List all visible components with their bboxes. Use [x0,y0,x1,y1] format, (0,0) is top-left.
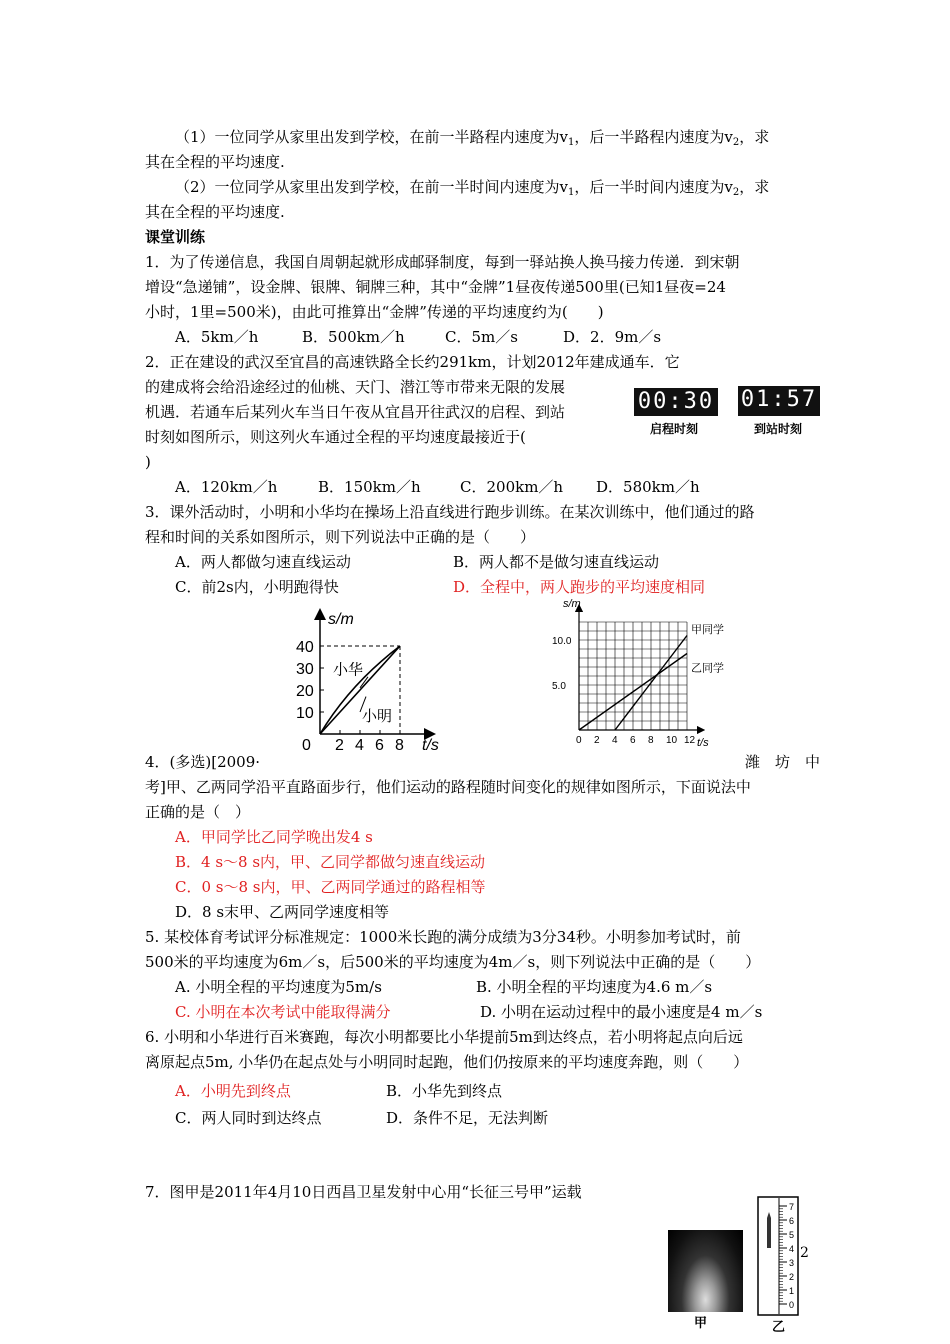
ruler-tick-label: 6 [789,1216,795,1226]
start-time-display: 00:30 [634,388,718,416]
x-tick-label: 6 [375,737,384,752]
x-tick-label: 4 [355,737,364,752]
x-tick-label: 4 [612,735,618,746]
series-xiaoming-label: 小明 [362,707,393,725]
intro-line-3: （2）一位同学从家里出发到学校，在前一半时间内速度为$v_1$，后一半时间内速度为$v_2$，求 [175,178,770,198]
q6-option-a: A．小明先到终点 [175,1082,291,1100]
y-axis-label: s/m [563,598,581,610]
rocket-icon [767,1212,771,1248]
q2-line-2: 的建成将会给沿途经过的仙桃、天门、潜江等市带来无限的发展 [145,378,566,396]
x-tick-label: 8 [648,735,654,746]
q6-option-b: B．小华先到终点 [386,1082,503,1100]
x-tick-label: 10 [666,735,678,746]
x-tick-label: 8 [395,737,404,752]
q3-option-a: A．两人都做匀速直线运动 [175,553,351,571]
page-number: 2 [800,1245,809,1261]
x-tick-label: 0 [302,737,311,752]
series-xiaohua-label: 小华 [333,661,364,679]
series-jia-label: 甲同学 [691,623,724,636]
x-tick-label: 2 [335,737,344,752]
rocket-launch-photo [668,1230,743,1312]
q6-option-c: C．两人同时到达终点 [175,1109,322,1127]
q2-line-1: 2．正在建设的武汉至宜昌的高速铁路全长约291km，计划2012年建成通车．它 [145,353,680,371]
q2-option-d: D．580km／h [596,478,700,496]
y-tick-label: 10 [296,705,314,722]
ruler-tick-label: 5 [789,1230,795,1240]
q5-option-c: C. 小明在本次考试中能取得满分 [175,1003,391,1021]
q3-option-d: D．全程中，两人跑步的平均速度相同 [453,578,706,596]
ruler-scale-photo [757,1196,803,1318]
photo-caption-yi: 乙 [772,1320,786,1335]
q5-option-d: D. 小明在运动过程中的最小速度是4 m／s [480,1003,763,1021]
q5-option-b: B. 小明全程的平均速度为4.6 m／s [476,978,713,996]
q3-line-1: 3．课外活动时，小明和小华均在操场上沿直线进行跑步训练。在某次训练中，他们通过的路 [145,503,755,521]
q2-option-a: A．120km／h [175,478,278,496]
ruler-tick-label: 3 [789,1258,795,1268]
q2-line-5: ) [145,453,151,471]
start-time-caption: 启程时刻 [650,422,699,436]
q4-option-a: A．甲同学比乙同学晚出发4 s [175,828,373,846]
x-tick-label: 12 [684,735,696,746]
q2-line-3: 机遇．若通车后某列火车当日午夜从宜昌开往武汉的启程、到站 [145,403,566,421]
y-tick-label: 20 [296,683,314,700]
ruler-tick-label: 2 [789,1272,795,1282]
y-tick-label: 30 [296,661,314,678]
q6-option-d: D．条件不足，无法判断 [386,1109,549,1127]
x-axis-label: t/s [697,737,709,749]
y-tick-label: 5.0 [552,681,566,692]
ruler-tick-label: 4 [789,1244,795,1254]
q4-line-3: 正确的是（ ） [145,803,251,821]
q6-line-2: 离原起点5m, 小华仍在起点处与小明同时起跑，他们仍按原来的平均速度奔跑，则（ ） [145,1053,749,1071]
x-tick-label: 2 [594,735,600,746]
x-tick-label: 0 [576,735,582,746]
y-tick-label: 10.0 [552,636,572,647]
x-axis-label: t/s [422,737,439,752]
arrival-time-display: 01:57 [738,386,820,416]
series-yi-label: 乙同学 [691,662,724,675]
q1-option-b: B．500km／h [302,328,405,346]
q4-line-1b: 潍 坊 中 [745,753,821,771]
q1-option-c: C．5m／s [445,328,518,346]
q2-option-c: C．200km／h [460,478,564,496]
arrival-time-caption: 到站时刻 [754,422,803,436]
q5-line-1: 5. 某校体育考试评分标准规定：1000米长跑的满分成绩为3分34秒。小明参加考试时，前 [145,928,741,946]
section-title: 课堂训练 [145,228,206,246]
q4-line-1a: 4．(多选)[2009· [145,753,261,771]
q3-option-c: C．前2s内，小明跑得快 [175,578,339,596]
walk-distance-time-chart [545,598,725,750]
q1-option-a: A．5km／h [175,328,259,346]
q7-line-1: 7．图甲是2011年4月10日西昌卫星发射中心用“长征三号甲”运载 [145,1183,582,1201]
run-distance-time-chart [290,604,470,752]
photo-caption-jia: 甲 [694,1316,708,1331]
y-tick-label: 40 [296,639,314,656]
q5-option-a: A. 小明全程的平均速度为5m/s [175,978,382,996]
ruler-tick-label: 7 [789,1202,795,1212]
q4-option-c: C．0 s～8 s内，甲、乙两同学通过的路程相等 [175,878,486,896]
q2-line-4: 时刻如图所示，则这列火车通过全程的平均速度最接近于( [145,428,526,446]
q3-option-b: B．两人都不是做匀速直线运动 [453,553,660,571]
q3-line-2: 程和时间的关系如图所示，则下列说法中正确的是（ ） [145,528,536,546]
q1-line-2: 增设“急递铺”，设金牌、银牌、铜牌三种，其中“金牌”1昼夜传递500里(已知1昼夜=24 [145,278,726,296]
intro-line-4: 其在全程的平均速度. [145,203,285,221]
y-axis-label: s/m [328,611,354,628]
q4-option-b: B．4 s～8 s内，甲、乙同学都做匀速直线运动 [175,853,486,871]
q6-line-1: 6. 小明和小华进行百米赛跑，每次小明都要比小华提前5m到达终点，若小明将起点向后远 [145,1028,743,1046]
q1-option-d: D．2．9m／s [563,328,662,346]
q1-line-3: 小时，1里=500米)，由此可推算出“金牌”传递的平均速度约为( ) [145,303,604,321]
ruler-tick-label: 1 [789,1286,795,1296]
q4-line-2: 考]甲、乙两同学沿平直路面步行，他们运动的路程随时间变化的规律如图所示，下面说法中 [145,778,751,796]
q2-option-b: B．150km／h [318,478,421,496]
x-tick-label: 6 [630,735,636,746]
ruler-tick-label: 0 [789,1300,795,1310]
q5-line-2: 500米的平均速度为6m／s，后500米的平均速度为4m／s，则下列说法中正确的是（ ） [145,953,761,971]
q4-option-d: D．8 s末甲、乙两同学速度相等 [175,903,390,921]
intro-line-2: 其在全程的平均速度. [145,153,285,171]
q1-line-1: 1．为了传递信息，我国自周朝起就形成邮驿制度，每到一驿站换人换马接力传递．到宋朝 [145,253,740,271]
intro-line-1: （1）一位同学从家里出发到学校，在前一半路程内速度为$v_1$，后一半路程内速度为$v_2$，求 [175,128,770,148]
